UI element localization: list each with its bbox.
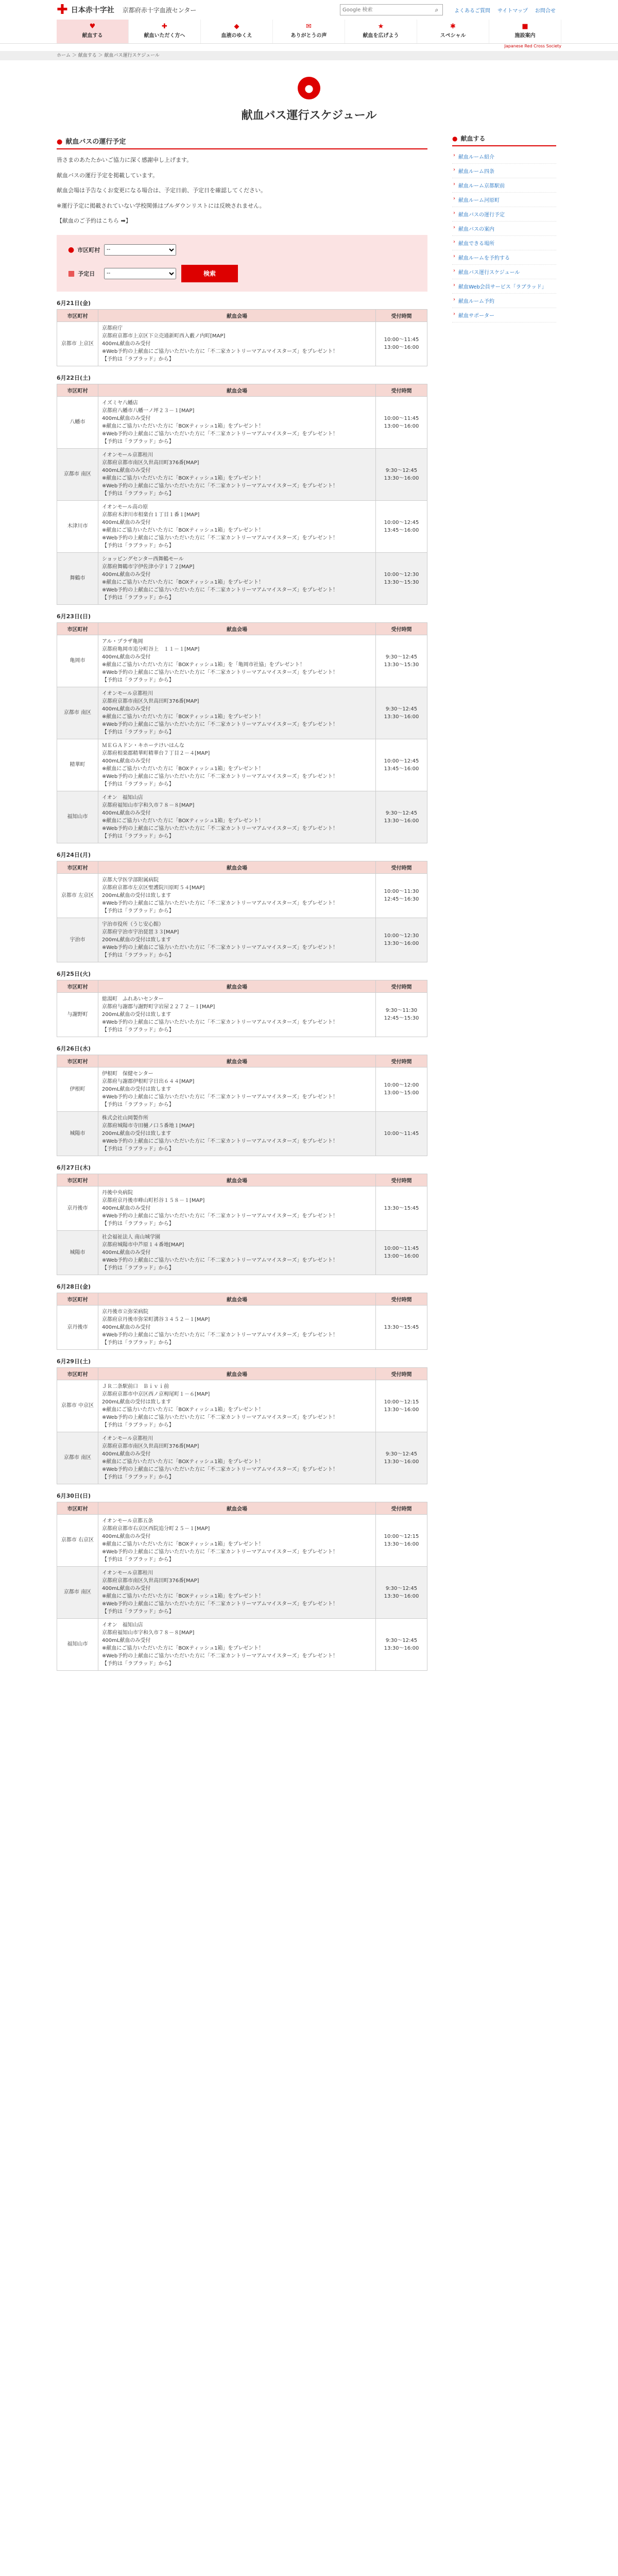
schedule-table [57, 1174, 427, 1275]
cell-venue: 社会福祉法人 南山城学園 京都府城陽市中芦原１４番地[MAP] 400mL献血のみ受付 ※Web予約の上献血にご協力いただいた方に「不二家カントリーマアムマイスターズ」をプレゼント！ 【予約は「ラブラッド」から】 [98, 1230, 376, 1275]
schedule-day [57, 1282, 427, 1350]
table-header: 市区町村 [57, 384, 98, 396]
schedule-day [57, 1357, 427, 1484]
site-header [0, 0, 618, 20]
schedule-day [57, 374, 427, 605]
table-row [57, 500, 427, 552]
sidebar-item[interactable]: › 献血サポーター [452, 308, 556, 323]
schedule-day [57, 299, 427, 366]
table-header: 受付時間 [376, 1174, 427, 1186]
blood-drop-icon: ● [298, 77, 320, 99]
cell-time: 10:00〜12:45 13:45〜16:00 [376, 500, 427, 552]
date-label: ▦ 予定日 [68, 269, 95, 278]
table-header: 市区町村 [57, 1055, 98, 1067]
cell-city: 与謝野町 [57, 992, 98, 1037]
table-header: 受付時間 [376, 1502, 427, 1514]
table-row [57, 791, 427, 843]
search-input[interactable] [340, 5, 431, 15]
cell-city: 京丹後市 [57, 1186, 98, 1230]
sidebar-item[interactable]: › 献血ルームを予約する [452, 250, 556, 265]
cell-city: 八幡市 [57, 396, 98, 448]
cell-venue: ショッピングセンター西舞鶴モール 京都府舞鶴市字伊佐津小字１７２[MAP] 400mL献血のみ受付 ※献血にご協力いただいた方に「BOXティッシュ1箱」をプレゼント！ ※Web予約の上献血にご協力いただいた方に「不二家カントリーマアムマイスターズ」をプレゼント！ 【予約は「ラブラッド」から】 [98, 552, 376, 604]
schedule-day [57, 612, 427, 843]
cell-venue: 京都大学医学部附属病院 京都府京都市左京区聖護院川原町５４[MAP] 200mL献血の受付は致します ※Web予約の上献血にご協力いただいた方に「不二家カントリーマアムマイスターズ」をプレゼント！ 【予約は「ラブラッド」から】 [98, 873, 376, 918]
search-form [57, 235, 427, 292]
table-header: 受付時間 [376, 861, 427, 873]
global-nav [0, 20, 618, 44]
nav-label: 施設案内 [514, 33, 536, 39]
sidebar-item[interactable]: › 献血バスの運行予定 [452, 207, 556, 222]
schedule-date: 6月28日(金) [57, 1283, 91, 1290]
pin-icon: ● [68, 245, 75, 254]
cell-time: 9:30〜12:45 13:30〜16:00 [376, 791, 427, 843]
center-name: 京都府赤十字血液センター [122, 6, 197, 14]
schedule-date: 6月29日(土) [57, 1358, 91, 1365]
city-select[interactable] [104, 244, 176, 256]
red-cross-icon: ✚ [57, 2, 68, 18]
sidebar-title: ● 献血する [452, 134, 556, 146]
cell-city: 木津川市 [57, 500, 98, 552]
cell-time: 10:00〜12:15 13:30〜16:00 [376, 1514, 427, 1566]
table-header: 市区町村 [57, 861, 98, 873]
schedule-day [57, 1492, 427, 1671]
nav-label: 献血する [82, 33, 103, 39]
cell-time: 13:30〜15:45 [376, 1305, 427, 1349]
cell-city: 京都市 上京区 [57, 321, 98, 366]
table-row [57, 552, 427, 604]
cell-venue: イオンモール京都桂川 京都府京都市南区久世高田町376番[MAP] 400mL献血のみ受付 ※献血にご協力いただいた方に「BOXティッシュ1箱」をプレゼント！ ※Web予約の上献血にご協力いただいた方に「不二家カントリーマアムマイスターズ」をプレゼント！ 【予約は「ラブラッド」から】 [98, 448, 376, 500]
section-title: ● 献血バスの運行予定 [57, 136, 427, 149]
schedule-day [57, 851, 427, 962]
table-header: 献血会場 [98, 861, 376, 873]
cell-city: 京都市 左京区 [57, 873, 98, 918]
nav-label: ありがとうの声 [290, 33, 327, 39]
nav-label: 献血いただく方へ [144, 33, 185, 39]
cell-venue: 京丹後市立弥栄病院 京都府京丹後市弥栄町溝谷３４５２－１[MAP] 400mL献血のみ受付 ※Web予約の上献血にご協力いただいた方に「不二家カントリーマアムマイスターズ」をプレゼント！ 【予約は「ラブラッド」から】 [98, 1305, 376, 1349]
sidebar-item[interactable]: › 献血バスの案内 [452, 222, 556, 236]
date-select[interactable] [104, 268, 176, 279]
top-link[interactable]: よくあるご質問 [454, 8, 490, 14]
schedule-day [57, 1044, 427, 1156]
cell-venue: イオンモール京都桂川 京都府京都市南区久世高田町376番[MAP] 400mL献血のみ受付 ※献血にご協力いただいた方に「BOXティッシュ1箱」をプレゼント！ ※Web予約の上献血にご協力いただいた方に「不二家カントリーマアムマイスターズ」をプレゼント！ 【予約は「ラブラッド」から】 [98, 1566, 376, 1618]
table-header: 献血会場 [98, 622, 376, 635]
cell-time: 10:00〜11:30 12:45〜16:30 [376, 873, 427, 918]
nav-icon: ◆ [234, 23, 239, 30]
cell-time: 10:00〜12:30 13:30〜16:00 [376, 918, 427, 962]
schedule-day [57, 970, 427, 1037]
search-button[interactable]: 検索 [181, 265, 238, 282]
cell-time: 10:00〜12:45 13:45〜16:00 [376, 739, 427, 791]
cell-venue: 株式会社山岡製作所 京都府城陽市寺田樋ノ口５番地１[MAP] 200mL献血の受付は致します ※Web予約の上献血にご協力いただいた方に「不二家カントリーマアムマイスターズ」をプレゼント！ 【予約は「ラブラッド」から】 [98, 1111, 376, 1156]
cell-city: 京都市 右京区 [57, 1514, 98, 1566]
cell-city: 城陽市 [57, 1111, 98, 1156]
cell-time: 9:30〜11:30 12:45〜15:30 [376, 992, 427, 1037]
schedule-date: 6月27日(木) [57, 1164, 91, 1171]
cell-time: 9:30〜12:45 13:30〜16:00 [376, 448, 427, 500]
cell-venue: 丹後中央病院 京都府京丹後市峰山町杉谷１５８－１[MAP] 400mL献血のみ受付 ※Web予約の上献血にご協力いただいた方に「不二家カントリーマアムマイスターズ」をプレゼント！ 【予約は「ラブラッド」から】 [98, 1186, 376, 1230]
table-header: 献血会場 [98, 309, 376, 321]
cell-time: 10:00〜11:45 13:00〜16:00 [376, 321, 427, 366]
intro-line: 献血会場は予告なくお変更になる場合は、予定日前、予定日を確認してください。 [57, 187, 266, 194]
table-header: 市区町村 [57, 1502, 98, 1514]
cell-city: 城陽市 [57, 1230, 98, 1275]
top-link[interactable]: サイトマップ [497, 8, 528, 14]
cell-city: 京都市 中京区 [57, 1380, 98, 1432]
cell-city: 福知山市 [57, 1618, 98, 1670]
nav-item[interactable] [273, 20, 345, 43]
calendar-icon: ▦ [68, 269, 75, 278]
table-row [57, 1432, 427, 1484]
nav-icon: ■ [522, 23, 528, 30]
top-links [454, 6, 556, 14]
cell-venue: ＪＲ二条駅前口 Ｂｉｖｉ前 京都府京都市中京区西ノ京栂尾町１－６[MAP] 200mL献血の受付は致します ※献血にご協力いただいた方に「BOXティッシュ1箱」をプレゼント！ ※Web予約の上献血にご協力いただいた方に「不二家カントリーマアムマイスターズ」をプレゼント！ 【予約は「ラブラッド」から】 [98, 1380, 376, 1432]
society-strip: Japanese Red Cross Society [504, 44, 561, 48]
cell-time: 10:00〜12:15 13:30〜16:00 [376, 1380, 427, 1432]
table-header: 受付時間 [376, 980, 427, 992]
nav-icon: ♥ [89, 23, 96, 30]
intro-line: ※運行予定に掲載されていない学校関係はプルダウンリストには反映されません。 [57, 202, 265, 209]
nav-item[interactable] [57, 20, 129, 43]
schedule-list [57, 299, 427, 1671]
nav-item[interactable] [489, 20, 561, 43]
city-label: ● 市区町村 [68, 245, 100, 254]
top-link[interactable]: お問合せ [535, 8, 556, 14]
schedule-table [57, 1055, 427, 1156]
table-header: 受付時間 [376, 1055, 427, 1067]
cell-time: 10:00〜11:45 13:00〜16:00 [376, 396, 427, 448]
cell-city: 宇治市 [57, 918, 98, 962]
table-row [57, 321, 427, 366]
nav-icon: ✱ [450, 23, 456, 30]
cell-venue: イオンモール京都五条 京都府京都市右京区西院追分町２５－１[MAP] 400mL献血のみ受付 ※献血にご協力いただいた方に「BOXティッシュ1箱」をプレゼント！ ※Web予約の上献血にご協力いただいた方に「不二家カントリーマアムマイスターズ」をプレゼント！ 【予約は「ラブラッド」から】 [98, 1514, 376, 1566]
nav-item[interactable] [201, 20, 273, 43]
table-row [57, 448, 427, 500]
cell-city: 伊根町 [57, 1067, 98, 1111]
cell-venue: イオンモール高の原 京都府木津川市相楽台１丁目１番１[MAP] 400mL献血のみ受付 ※献血にご協力いただいた方に「BOXティッシュ1箱」をプレゼント！ ※Web予約の上献血にご協力いただいた方に「不二家カントリーマアムマイスターズ」をプレゼント！ 【予約は「ラブラッド」から】 [98, 500, 376, 552]
table-row [57, 1186, 427, 1230]
cell-venue: 京都府庁 京都府京都市上京区下立売通新町西入藪ノ内町[MAP] 400mL献血のみ受付 ※Web予約の上献血にご協力いただいた方に「不二家カントリーマアムマイスターズ」をプレゼント！ 【予約は「ラブラッド」から】 [98, 321, 376, 366]
table-row [57, 1566, 427, 1618]
sidebar-item[interactable]: › 献血バス運行スケジュール [452, 265, 556, 279]
sidebar [452, 134, 556, 1671]
table-row [57, 1111, 427, 1156]
schedule-day [57, 1163, 427, 1275]
nav-label: 献血を広げよう [363, 33, 399, 39]
schedule-date: 6月26日(水) [57, 1045, 91, 1052]
cell-venue: イオンモール京都桂川 京都府京都市南区久世高田町376番[MAP] 400mL献血のみ受付 ※献血にご協力いただいた方に「BOXティッシュ1箱」をプレゼント！ ※Web予約の上献血にご協力いただいた方に「不二家カントリーマアムマイスターズ」をプレゼント！ 【予約は「ラブラッド」から】 [98, 1432, 376, 1484]
table-header: 市区町村 [57, 1293, 98, 1305]
cell-time: 9:30〜12:45 13:30〜16:00 [376, 1432, 427, 1484]
table-header: 受付時間 [376, 622, 427, 635]
sidebar-item[interactable]: › 献血ルーム四条 [452, 164, 556, 178]
cell-venue: アル・プラザ亀岡 京都府亀岡市追分町谷上 １１－１[MAP] 400mL献血のみ受付 ※献血にご協力いただいた方に「BOXティッシュ1箱」を「亀岡市社協」をプレゼント！ ※Web予約の上献血にご協力いただいた方に「不二家カントリーマアムマイスターズ」をプレゼント！ 【予約は「ラブラッド」から】 [98, 635, 376, 687]
nav-icon: ✚ [162, 23, 167, 30]
drop-icon: ● [57, 138, 63, 146]
cell-venue: ＭＥＧＡドン・キホーテけいはんな 京都府相楽郡精華町精華台７丁目２－４[MAP] 400mL献血のみ受付 ※献血にご協力いただいた方に「BOXティッシュ1箱」をプレゼント！ ※Web予約の上献血にご協力いただいた方に「不二家カントリーマアムマイスターズ」をプレゼント！ 【予約は「ラブラッド」から】 [98, 739, 376, 791]
sidebar-item[interactable]: › 献血ルーム京都駅前 [452, 178, 556, 193]
cell-city: 京都市 南区 [57, 448, 98, 500]
cell-venue: 総湯町 ふれあいセンター 京都府与謝郡与謝野町字岩屋２２７２－１[MAP] 200mL献血の受付は致します ※Web予約の上献血にご協力いただいた方に「不二家カントリーマアムマイスターズ」をプレゼント！ 【予約は「ラブラッド」から】 [98, 992, 376, 1037]
schedule-table [57, 1293, 427, 1350]
cell-city: 福知山市 [57, 791, 98, 843]
org-name: 日本赤十字社 [71, 6, 114, 14]
sidebar-item[interactable]: › 献血Web会員サービス「ラブラッド」 [452, 279, 556, 294]
table-header: 市区町村 [57, 980, 98, 992]
nav-icon: ✉ [306, 23, 312, 30]
schedule-date: 6月23日(日) [57, 613, 91, 620]
schedule-table [57, 1502, 427, 1671]
cell-city: 京都市 南区 [57, 1432, 98, 1484]
search-box [340, 4, 443, 15]
table-row [57, 739, 427, 791]
cell-city: 亀岡市 [57, 635, 98, 687]
intro-text [57, 156, 427, 226]
search-icon[interactable]: ⌕ [435, 6, 439, 13]
schedule-table [57, 1367, 427, 1484]
cell-time: 9:30〜12:45 13:30〜16:00 [376, 687, 427, 739]
table-header: 受付時間 [376, 1293, 427, 1305]
table-header: 献血会場 [98, 1502, 376, 1514]
main-content [57, 134, 427, 1671]
table-row [57, 992, 427, 1037]
cell-venue: イオン 福知山店 京都府福知山市字和久市７８－８[MAP] 400mL献血のみ受付 ※献血にご協力いただいた方に「BOXティッシュ1箱」をプレゼント！ ※Web予約の上献血にご協力いただいた方に「不二家カントリーマアムマイスターズ」をプレゼント！ 【予約は「ラブラッド」から】 [98, 1618, 376, 1670]
nav-icon: ★ [377, 23, 384, 30]
table-header: 市区町村 [57, 309, 98, 321]
sidebar-item[interactable]: › 献血ルーム紹介 [452, 149, 556, 164]
table-row [57, 687, 427, 739]
table-header: 献血会場 [98, 1055, 376, 1067]
cell-venue: 宇治市役所（うじ安心館） 京都府宇治市宇治琵琶３３[MAP] 200mL献血の受付は致します ※Web予約の上献血にご協力いただいた方に「不二家カントリーマアムマイスターズ」をプレゼント！ 【予約は「ラブラッド」から】 [98, 918, 376, 962]
table-header: 受付時間 [376, 1367, 427, 1380]
cell-city: 舞鶴市 [57, 552, 98, 604]
table-header: 献血会場 [98, 980, 376, 992]
cell-venue: イズミヤ八幡店 京都府八幡市八幡一ノ坪２３－１[MAP] 400mL献血のみ受付 ※献血にご協力いただいた方に「BOXティッシュ1箱」をプレゼント！ ※Web予約の上献血にご協力いただいた方に「不二家カントリーマアムマイスターズ」をプレゼント！ 【予約は「ラブラッド」から】 [98, 396, 376, 448]
site-logo[interactable] [57, 3, 273, 16]
cell-time: 10:00〜11:45 [376, 1111, 427, 1156]
nav-item[interactable] [417, 20, 489, 43]
table-header: 献血会場 [98, 384, 376, 396]
schedule-date: 6月25日(火) [57, 970, 91, 977]
schedule-date: 6月21日(金) [57, 299, 91, 307]
nav-label: 血液のゆくえ [221, 33, 252, 39]
table-row [57, 1067, 427, 1111]
cell-city: 京都市 南区 [57, 687, 98, 739]
cell-city: 京丹後市 [57, 1305, 98, 1349]
cell-time: 9:30〜12:45 13:30〜16:00 [376, 1566, 427, 1618]
cell-time: 10:00〜12:00 13:00〜15:00 [376, 1067, 427, 1111]
cell-time: 10:00〜11:45 13:00〜16:00 [376, 1230, 427, 1275]
cell-time: 13:30〜15:45 [376, 1186, 427, 1230]
schedule-table [57, 622, 427, 843]
table-header: 受付時間 [376, 384, 427, 396]
table-header: 献血会場 [98, 1367, 376, 1380]
breadcrumb: ホーム ＞ 献血する ＞ 献血バス運行スケジュール [0, 51, 618, 60]
sidebar-item[interactable]: › 献血できる場所 [452, 236, 556, 250]
sidebar-menu [452, 149, 556, 323]
schedule-table [57, 309, 427, 366]
table-row [57, 1230, 427, 1275]
table-row [57, 873, 427, 918]
page-title: 献血バス運行スケジュール [241, 109, 377, 122]
table-header: 市区町村 [57, 1174, 98, 1186]
page-title-block [0, 60, 618, 134]
intro-line: 献血バスの運行予定を掲載しています。 [57, 172, 159, 179]
nav-label: スペシャル [440, 33, 466, 39]
cell-venue: イオンモール京都桂川 京都府京都市南区久世高田町376番[MAP] 400mL献血のみ受付 ※献血にご協力いただいた方に「BOXティッシュ1箱」をプレゼント！ ※Web予約の上献血にご協力いただいた方に「不二家カントリーマアムマイスターズ」をプレゼント！ 【予約は「ラブラッド」から】 [98, 687, 376, 739]
table-row [57, 1380, 427, 1432]
drop-icon: ● [452, 135, 458, 142]
cell-city: 精華町 [57, 739, 98, 791]
cell-venue: イオン 福知山店 京都府福知山市字和久市７８－８[MAP] 400mL献血のみ受付 ※献血にご協力いただいた方に「BOXティッシュ1箱」をプレゼント！ ※Web予約の上献血にご協力いただいた方に「不二家カントリーマアムマイスターズ」をプレゼント！ 【予約は「ラブラッド」から】 [98, 791, 376, 843]
table-header: 市区町村 [57, 1367, 98, 1380]
table-header: 献血会場 [98, 1174, 376, 1186]
cell-time: 10:00〜12:30 13:30〜15:30 [376, 552, 427, 604]
cell-venue: 伊根町 保健センター 京都府与謝郡伊根町字日出６４４[MAP] 200mL献血の受付は致します ※Web予約の上献血にご協力いただいた方に「不二家カントリーマアムマイスターズ」をプレゼント！ 【予約は「ラブラッド」から】 [98, 1067, 376, 1111]
schedule-table [57, 980, 427, 1037]
cell-city: 京都市 南区 [57, 1566, 98, 1618]
schedule-date: 6月30日(日) [57, 1492, 91, 1499]
schedule-date: 6月22日(土) [57, 374, 91, 381]
sidebar-item[interactable]: › 献血ルーム予約 [452, 294, 556, 308]
intro-line: 【献血のご予約はこちら ➡】 [57, 217, 131, 225]
schedule-table [57, 384, 427, 605]
nav-item[interactable] [129, 20, 201, 43]
table-header: 献血会場 [98, 1293, 376, 1305]
table-row [57, 1514, 427, 1566]
cell-time: 9:30〜12:45 13:30〜16:00 [376, 1618, 427, 1670]
schedule-date: 6月24日(月) [57, 851, 91, 858]
table-row [57, 1305, 427, 1349]
table-row [57, 635, 427, 687]
table-header: 市区町村 [57, 622, 98, 635]
schedule-table [57, 861, 427, 962]
table-row [57, 918, 427, 962]
cell-time: 9:30〜12:45 13:30〜15:30 [376, 635, 427, 687]
intro-line: 皆さまのあたたかいご協力に深く感謝申し上げます。 [57, 157, 193, 163]
table-row [57, 1618, 427, 1670]
sidebar-item[interactable]: › 献血ルーム河原町 [452, 193, 556, 207]
table-header: 受付時間 [376, 309, 427, 321]
table-row [57, 396, 427, 448]
nav-item[interactable] [345, 20, 417, 43]
